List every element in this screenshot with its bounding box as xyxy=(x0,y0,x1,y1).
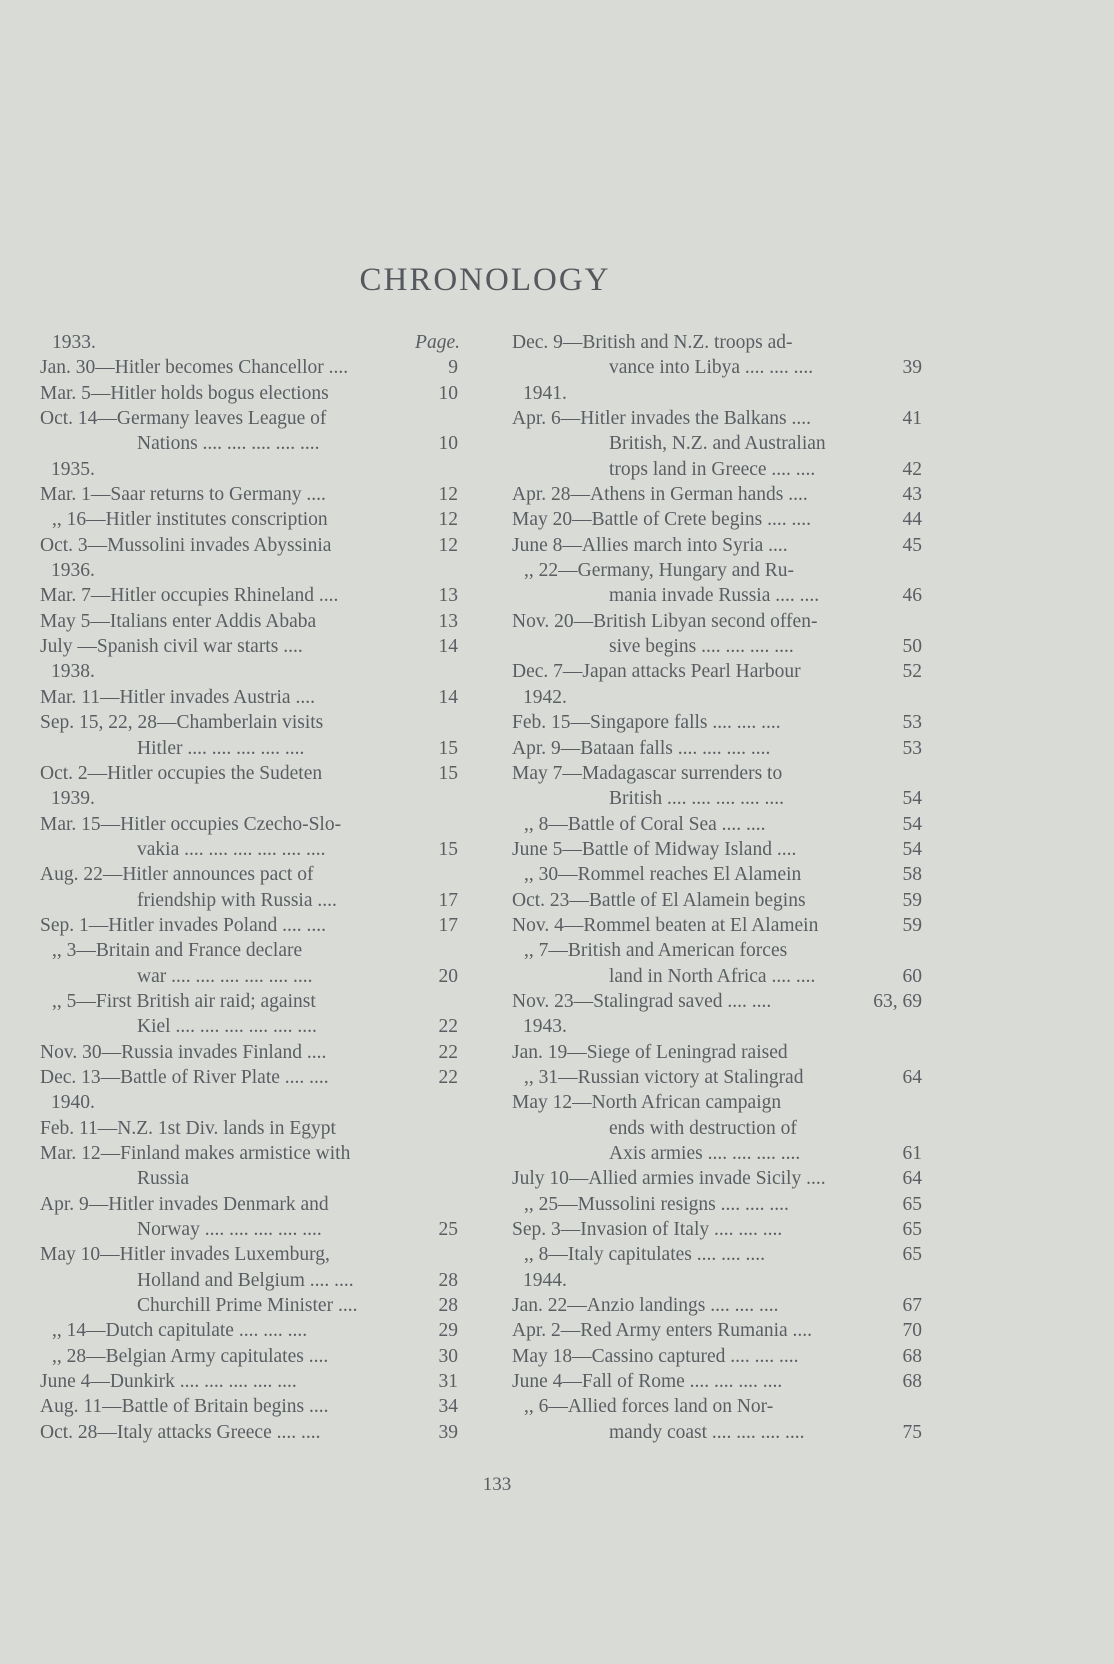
chronology-entry xyxy=(512,837,922,862)
entry-page-number: 29 xyxy=(438,1320,458,1342)
entry-text: Apr. 2—Red Army enters Rumania .... xyxy=(512,1320,813,1342)
entry-page-number: 22 xyxy=(438,1016,458,1038)
entry-page-number: 43 xyxy=(902,484,922,506)
entry-text: ,, 5—First British air raid; against xyxy=(52,990,316,1012)
entry-text: Feb. 11—N.Z. 1st Div. lands in Egypt xyxy=(40,1117,336,1139)
chronology-entry xyxy=(512,938,922,963)
entry-page-number: 68 xyxy=(902,1371,922,1393)
chronology-entry xyxy=(40,862,460,887)
chronology-entry xyxy=(512,1040,922,1065)
chronology-entry xyxy=(512,583,922,608)
column-header xyxy=(40,330,460,355)
entry-text: sive begins .... .... .... .... xyxy=(609,636,794,658)
entry-text: July —Spanish civil war starts .... xyxy=(40,636,303,658)
chronology-entry xyxy=(40,1318,460,1343)
entry-page-number: 28 xyxy=(438,1269,458,1291)
chronology-entry xyxy=(512,1420,922,1445)
entry-text: Apr. 28—Athens in German hands .... xyxy=(512,484,808,506)
entry-page-number: 34 xyxy=(438,1396,458,1418)
chronology-entry xyxy=(512,634,922,659)
chronology-entry xyxy=(40,1344,460,1369)
chronology-entry xyxy=(512,761,922,786)
entry-text: June 4—Dunkirk .... .... .... .... .... xyxy=(40,1371,297,1393)
entry-page-number: 39 xyxy=(438,1421,458,1443)
chronology-entry xyxy=(40,1166,460,1191)
entry-text: Oct. 28—Italy attacks Greece .... .... xyxy=(40,1421,321,1443)
chronology-entry xyxy=(512,659,922,684)
entry-text: 1935. xyxy=(51,458,95,480)
chronology-entry xyxy=(512,812,922,837)
entry-page-number: 54 xyxy=(902,813,922,835)
entry-page-number: 31 xyxy=(438,1371,458,1393)
chronology-entry xyxy=(40,1242,460,1267)
entry-text: June 8—Allies march into Syria .... xyxy=(512,534,788,556)
chronology-entry xyxy=(512,330,922,355)
chronology-entry xyxy=(40,736,460,761)
chronology-entry xyxy=(40,431,460,456)
entry-text: Sep. 1—Hitler invades Poland .... .... xyxy=(40,914,326,936)
entry-text: Oct. 23—Battle of El Alamein begins xyxy=(512,889,806,911)
entry-page-number: 52 xyxy=(902,661,922,683)
entry-page-number: 42 xyxy=(902,458,922,480)
chronology-entry xyxy=(40,583,460,608)
chronology-entry xyxy=(512,1344,922,1369)
chronology-entry xyxy=(512,1217,922,1242)
entry-page-number: 65 xyxy=(902,1193,922,1215)
entry-page-number: 17 xyxy=(438,914,458,936)
chronology-entry xyxy=(512,1090,922,1115)
entry-page-number: 64 xyxy=(902,1168,922,1190)
entry-page-number: 59 xyxy=(902,889,922,911)
chronology-entry xyxy=(512,964,922,989)
chronology-entry xyxy=(40,938,460,963)
entry-text: Nov. 20—British Libyan second offen- xyxy=(512,610,818,632)
header-page-label: Page. xyxy=(415,332,460,353)
entry-page-number: 65 xyxy=(902,1219,922,1241)
entry-page-number: 53 xyxy=(902,737,922,759)
entry-page-number: 28 xyxy=(438,1295,458,1317)
chronology-entry xyxy=(512,355,922,380)
chronology-entry xyxy=(512,1192,922,1217)
entry-text: May 5—Italians enter Addis Ababa xyxy=(40,610,317,632)
chronology-entry xyxy=(512,888,922,913)
chronology-entry xyxy=(40,1217,460,1242)
chronology-entry xyxy=(40,381,460,406)
entry-text: July 10—Allied armies invade Sicily .... xyxy=(512,1168,826,1190)
entry-text: land in North Africa .... .... xyxy=(609,965,816,987)
entry-text: 1938. xyxy=(51,661,95,683)
entry-page-number: 12 xyxy=(438,484,458,506)
entry-page-number: 14 xyxy=(438,686,458,708)
entry-page-number: 44 xyxy=(902,509,922,531)
chronology-entry xyxy=(40,1192,460,1217)
entry-text: 1940. xyxy=(51,1092,95,1114)
entry-text: Mar. 5—Hitler holds bogus elections xyxy=(40,382,329,404)
entry-text: ,, 25—Mussolini resigns .... .... .... xyxy=(524,1193,789,1215)
entry-text: Churchill Prime Minister .... xyxy=(137,1295,358,1317)
year-heading xyxy=(40,786,460,811)
chronology-entry xyxy=(40,761,460,786)
entry-text: Mar. 11—Hitler invades Austria .... xyxy=(40,686,315,708)
entry-page-number: 9 xyxy=(448,357,458,379)
entry-text: Jan. 19—Siege of Leningrad raised xyxy=(512,1041,788,1063)
chronology-entry xyxy=(40,1268,460,1293)
entry-text: Holland and Belgium .... .... xyxy=(137,1269,354,1291)
entry-text: June 5—Battle of Midway Island .... xyxy=(512,838,797,860)
entry-text: Apr. 6—Hitler invades the Balkans .... xyxy=(512,408,811,430)
entry-text: May 20—Battle of Crete begins .... .... xyxy=(512,509,811,531)
chronology-entry xyxy=(512,431,922,456)
entry-page-number: 54 xyxy=(902,838,922,860)
entry-text: Nov. 4—Rommel beaten at El Alamein xyxy=(512,914,819,936)
entry-text: Oct. 3—Mussolini invades Abyssinia xyxy=(40,534,332,556)
entry-text: Russia xyxy=(137,1168,190,1190)
entry-text: May 12—North African campaign xyxy=(512,1092,782,1114)
entry-page-number: 14 xyxy=(438,636,458,658)
entry-page-number: 64 xyxy=(902,1066,922,1088)
entry-text: 1939. xyxy=(51,788,95,810)
chronology-entry xyxy=(512,507,922,532)
entry-page-number: 68 xyxy=(902,1345,922,1367)
chronology-entry xyxy=(512,1166,922,1191)
chronology-entry xyxy=(512,533,922,558)
entry-page-number: 15 xyxy=(438,838,458,860)
entry-text: Aug. 22—Hitler announces pact of xyxy=(40,864,314,886)
year-heading xyxy=(512,685,922,710)
entry-page-number: 12 xyxy=(438,534,458,556)
entry-text: Oct. 2—Hitler occupies the Sudeten xyxy=(40,762,323,784)
entry-text: 1944. xyxy=(523,1269,567,1291)
entry-page-number: 67 xyxy=(902,1295,922,1317)
entry-text: ,, 16—Hitler institutes conscription xyxy=(52,509,328,531)
entry-page-number: 17 xyxy=(438,889,458,911)
entry-text: Jan. 30—Hitler becomes Chancellor .... xyxy=(40,357,349,379)
entry-page-number: 46 xyxy=(902,585,922,607)
entry-text: Mar. 7—Hitler occupies Rhineland .... xyxy=(40,585,339,607)
entry-page-number: 25 xyxy=(438,1219,458,1241)
entry-text: May 7—Madagascar surrenders to xyxy=(512,762,783,784)
entry-text: Sep. 3—Invasion of Italy .... .... .... xyxy=(512,1219,783,1241)
entry-page-number: 41 xyxy=(902,408,922,430)
chronology-entry xyxy=(512,609,922,634)
entry-text: May 10—Hitler invades Luxemburg, xyxy=(40,1244,330,1266)
entry-page-number: 13 xyxy=(438,585,458,607)
entry-text: friendship with Russia .... xyxy=(137,889,337,911)
chronology-entry xyxy=(40,913,460,938)
year-heading xyxy=(40,1090,460,1115)
entry-page-number: 20 xyxy=(438,965,458,987)
entry-text: ,, 30—Rommel reaches El Alamein xyxy=(524,864,802,886)
entry-text: Mar. 15—Hitler occupies Czecho-Slo- xyxy=(40,813,342,835)
entry-text: ,, 28—Belgian Army capitulates .... xyxy=(52,1345,329,1367)
entry-text: Norway .... .... .... .... .... xyxy=(137,1219,322,1241)
chronology-entry xyxy=(512,1318,922,1343)
entry-page-number: 61 xyxy=(902,1143,922,1164)
entry-text: ,, 22—Germany, Hungary and Ru- xyxy=(524,560,795,582)
entry-page-number: 50 xyxy=(902,636,922,658)
entry-page-number: 39 xyxy=(902,357,922,379)
entry-page-number: 75 xyxy=(902,1421,922,1443)
chronology-entry xyxy=(40,634,460,659)
year-heading xyxy=(512,1268,922,1293)
chronology-entry xyxy=(40,507,460,532)
entry-text: trops land in Greece .... .... xyxy=(609,458,816,480)
entry-text: Mar. 1—Saar returns to Germany .... xyxy=(40,484,326,506)
year-heading xyxy=(512,1014,922,1039)
chronology-entry xyxy=(40,1065,460,1090)
chronology-entry xyxy=(40,710,460,735)
entry-text: Sep. 15, 22, 28—Chamberlain visits xyxy=(40,712,324,734)
entry-text: Apr. 9—Bataan falls .... .... .... .... xyxy=(512,737,771,759)
entry-text: Kiel .... .... .... .... .... .... xyxy=(137,1016,317,1038)
entry-page-number: 22 xyxy=(438,1041,458,1063)
chronology-entry xyxy=(512,1369,922,1394)
chronology-entry xyxy=(40,609,460,634)
entry-text: Nov. 30—Russia invades Finland .... xyxy=(40,1041,327,1063)
entry-text: ,, 3—Britain and France declare xyxy=(52,940,303,962)
page-number: 133 xyxy=(482,1474,512,1495)
entry-page-number: 15 xyxy=(438,762,458,784)
chronology-entry xyxy=(512,406,922,431)
entry-text: Hitler .... .... .... .... .... xyxy=(137,737,305,759)
entry-text: June 4—Fall of Rome .... .... .... .... xyxy=(512,1371,783,1393)
entry-page-number: 15 xyxy=(438,737,458,759)
chronology-entry xyxy=(40,837,460,862)
chronology-entry xyxy=(40,1369,460,1394)
entry-text: Nov. 23—Stalingrad saved .... .... xyxy=(512,990,772,1012)
header-year: 1933. xyxy=(52,332,96,353)
entry-page-number: 59 xyxy=(902,914,922,936)
chronology-entry xyxy=(512,1242,922,1267)
chronology-entry xyxy=(40,1394,460,1419)
entry-text: Mar. 12—Finland makes armistice with xyxy=(40,1143,351,1164)
entry-text: ,, 8—Battle of Coral Sea .... .... xyxy=(524,813,766,835)
entry-text: vakia .... .... .... .... .... .... xyxy=(137,838,326,860)
chronology-entry xyxy=(40,482,460,507)
entry-page-number: 22 xyxy=(438,1066,458,1088)
entry-text: Dec. 13—Battle of River Plate .... .... xyxy=(40,1066,329,1088)
entry-text: ,, 14—Dutch capitulate .... .... .... xyxy=(52,1320,308,1342)
entry-text: ends with destruction of xyxy=(609,1117,797,1139)
year-heading xyxy=(40,558,460,583)
right-column xyxy=(512,330,922,1445)
page-title: CHRONOLOGY xyxy=(359,262,611,298)
entry-text: Aug. 11—Battle of Britain begins .... xyxy=(40,1396,329,1418)
entry-page-number: 60 xyxy=(902,965,922,987)
chronology-entry xyxy=(512,913,922,938)
chronology-entry xyxy=(512,558,922,583)
chronology-entry xyxy=(512,989,922,1014)
chronology-entry xyxy=(512,1293,922,1318)
chronology-entry xyxy=(40,533,460,558)
entry-text: ,, 7—British and American forces xyxy=(524,940,788,962)
entry-text: 1936. xyxy=(51,560,95,582)
entry-text: 1943. xyxy=(523,1016,567,1038)
entry-text: Dec. 9—British and N.Z. troops ad- xyxy=(512,332,793,353)
chronology-entry xyxy=(40,964,460,989)
entry-text: mania invade Russia .... .... xyxy=(609,585,820,607)
chronology-entry xyxy=(512,710,922,735)
chronology-entry xyxy=(512,1065,922,1090)
chronology-entry xyxy=(512,786,922,811)
entry-text: Feb. 15—Singapore falls .... .... .... xyxy=(512,712,781,734)
left-column xyxy=(40,330,460,1445)
entry-text: ,, 8—Italy capitulates .... .... .... xyxy=(524,1244,765,1266)
entry-text: British .... .... .... .... .... xyxy=(609,788,784,810)
chronology-entry xyxy=(40,1420,460,1445)
entry-text: Nations .... .... .... .... .... xyxy=(137,433,320,455)
entry-page-number: 65 xyxy=(902,1244,922,1266)
entry-text: British, N.Z. and Australian xyxy=(609,433,826,455)
entry-text: 1941. xyxy=(523,382,567,404)
entry-text: vance into Libya .... .... .... xyxy=(609,357,814,379)
entry-page-number: 54 xyxy=(902,788,922,810)
chronology-entry xyxy=(512,482,922,507)
chronology-entry xyxy=(40,989,460,1014)
year-heading xyxy=(40,457,460,482)
year-heading xyxy=(512,381,922,406)
chronology-entry xyxy=(40,355,460,380)
entry-text: Oct. 14—Germany leaves League of xyxy=(40,408,327,430)
entry-page-number: 10 xyxy=(438,433,458,455)
entry-page-number: 45 xyxy=(902,534,922,556)
entry-text: Apr. 9—Hitler invades Denmark and xyxy=(40,1193,329,1215)
entry-page-number: 63, 69 xyxy=(873,990,922,1012)
entry-page-number: 58 xyxy=(902,864,922,886)
entry-text: mandy coast .... .... .... .... xyxy=(609,1421,805,1443)
entry-text: May 18—Cassino captured .... .... .... xyxy=(512,1345,799,1367)
chronology-entry xyxy=(40,1141,460,1166)
entry-page-number: 13 xyxy=(438,610,458,632)
chronology-entry xyxy=(512,1116,922,1141)
entry-page-number: 70 xyxy=(902,1320,922,1342)
chronology-entry xyxy=(40,1040,460,1065)
chronology-entry xyxy=(40,1014,460,1039)
entry-text: ,, 6—Allied forces land on Nor- xyxy=(524,1396,774,1418)
entry-text: 1942. xyxy=(523,686,567,708)
chronology-entry xyxy=(40,1293,460,1318)
chronology-entry xyxy=(40,888,460,913)
chronology-entry xyxy=(512,1394,922,1419)
chronology-entry xyxy=(512,736,922,761)
chronology-entry xyxy=(512,862,922,887)
entry-page-number: 10 xyxy=(438,382,458,404)
entry-page-number: 12 xyxy=(438,509,458,531)
entry-text: Dec. 7—Japan attacks Pearl Harbour xyxy=(512,661,801,683)
year-heading xyxy=(40,659,460,684)
entry-text: Axis armies .... .... .... .... xyxy=(609,1143,801,1164)
entry-page-number: 30 xyxy=(438,1345,458,1367)
chronology-entry xyxy=(512,1141,922,1166)
chronology-entry xyxy=(40,812,460,837)
entry-text: war .... .... .... .... .... .... xyxy=(137,965,313,987)
chronology-entry xyxy=(40,406,460,431)
chronology-entry xyxy=(40,685,460,710)
chronology-entry xyxy=(40,1116,460,1141)
chronology-entry xyxy=(512,457,922,482)
entry-page-number: 53 xyxy=(902,712,922,734)
entry-text: ,, 31—Russian victory at Stalingrad xyxy=(524,1066,804,1088)
entry-text: Jan. 22—Anzio landings .... .... .... xyxy=(512,1295,779,1317)
